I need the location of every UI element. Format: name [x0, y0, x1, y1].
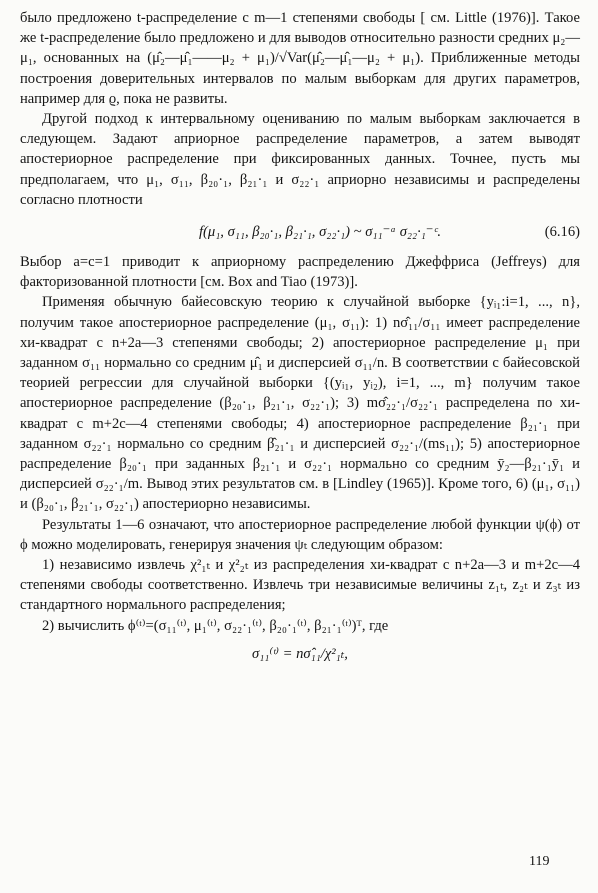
- paragraph-bayesian-results: Применяя обычную байесовскую теорию к случайной выборке {yᵢ₁:i=1, ..., n}, получим такое апостериорное распределение (μ₁, σ₁₁): 1) nσ̂₁₁/σ₁₁ имеет распределение хи-квадрат с n+2a—3 степенями свободы; 2) апостериорное распределение μ₁ при заданном σ₁₁ нормально со средним μ̂₁ и дисперсией σ₁₁/n. В соответствии с байесовской теорией регрессии для случайной выборки {(yᵢ₁, yᵢ₂), i=1, ..., m} получим такое апостериорное распределение (β₂₀·₁, β₂₁·₁, σ₂₂·₁); 3) mσ̂₂₂·₁/σ₂₂·₁ распределена по хи-квадрат с m+2c—4 степенями свободы; 4) апостериорное распределение β₂₁·₁ при заданном σ₂₂·₁ нормально со средним β̂₂₁·₁ и дисперсией σ₂₂·₁/(ms₁₁); 5) апостериорное распределение β₂₀·₁ при заданных β₂₁·₁ и σ₂₂·₁ нормально со средним ȳ₂—β₂₁·₁ȳ₁ и дисперсией σ₂₂·₁/m. Вывод этих результатов см. в [Lindley (1965)]. Кроме того, 6) (μ₁, σ₁₁) и (β₂₀·₁, β₂₁·₁, σ₂₂·₁) апостериорно независимы.: [20, 294, 580, 513]
- paragraph-simulation-intro: Результаты 1—6 означают, что апостериорное распределение любой функции ψ(ϕ) от ϕ можно моделировать, генерируя значения ψₜ следующим образом:: [20, 516, 580, 553]
- equation-6-16-number: (6.16): [544, 224, 580, 241]
- equation-6-16-formula: f(μ₁, σ₁₁, β₂₀·₁, β₂₁·₁, σ₂₂·₁) ~ σ₁₁⁻ᵃ σ₂₂·₁⁻ᶜ.: [198, 224, 441, 241]
- paragraph-jeffreys-prior: Выбор a=c=1 приводит к априорному распределению Джеффриса (Jeffreys) для факторизованной плотности [см. Box and Tiao (1973)].: [20, 254, 580, 291]
- equation-sigma11-draw: [20, 640, 580, 680]
- paragraph-step-2: 2) вычислить ϕ⁽ᵗ⁾=(σ₁₁⁽ᵗ⁾, μ₁⁽ᵗ⁾, σ₂₂·₁⁽ᵗ⁾, β₂₀·₁⁽ᵗ⁾, β₂₁·₁⁽ᵗ⁾)ᵀ, где: [42, 617, 389, 634]
- paragraph-step-1: 1) независимо извлечь χ²₁ₜ и χ²₂ₜ из распределения хи-квадрат с n+2a—3 и m+2c—4 степенями свободы соответственно. Извлечь три независимые величины z₁ₜ, z₂ₜ и z₃ₜ из стандартного нормального распределения;: [20, 557, 580, 614]
- equation-6-16: [20, 214, 580, 250]
- page-number: 119: [529, 854, 550, 869]
- page-body: [20, 8, 580, 682]
- paragraph-little-t-distribution: было предложено t-распределение с m—1 степенями свободы [ см. Little (1976)]. Такое же t-распределение было предложено и для выводов относительно разности средних μ₂—μ₁, основанных на (μ̂₂—μ̂₁——μ₂ + μ₁)/√Var(μ̂₂—μ̂₁—μ₂ + μ₁). Приближенные методы построения доверительных интервалов по малым выборкам для других параметров, например для ϱ, пока не развиты.: [20, 10, 580, 107]
- paragraph-prior-approach: Другой подход к интервальному оцениванию по малым выборкам заключается в следующем. Задают априорное распределение параметров, а затем выводят апостериорное распределение при фиксированных данных. Точнее, пусть мы предполагаем, что μ₁, σ₁₁, β₂₀·₁, β₂₁·₁ и σ₂₂·₁ априорно независимы и распределены согласно плотности: [20, 111, 580, 208]
- equation-sigma11-formula: σ₁₁⁽ᵗ⁾ = nσ̂₁₁/χ²₁ₜ,: [252, 645, 348, 662]
